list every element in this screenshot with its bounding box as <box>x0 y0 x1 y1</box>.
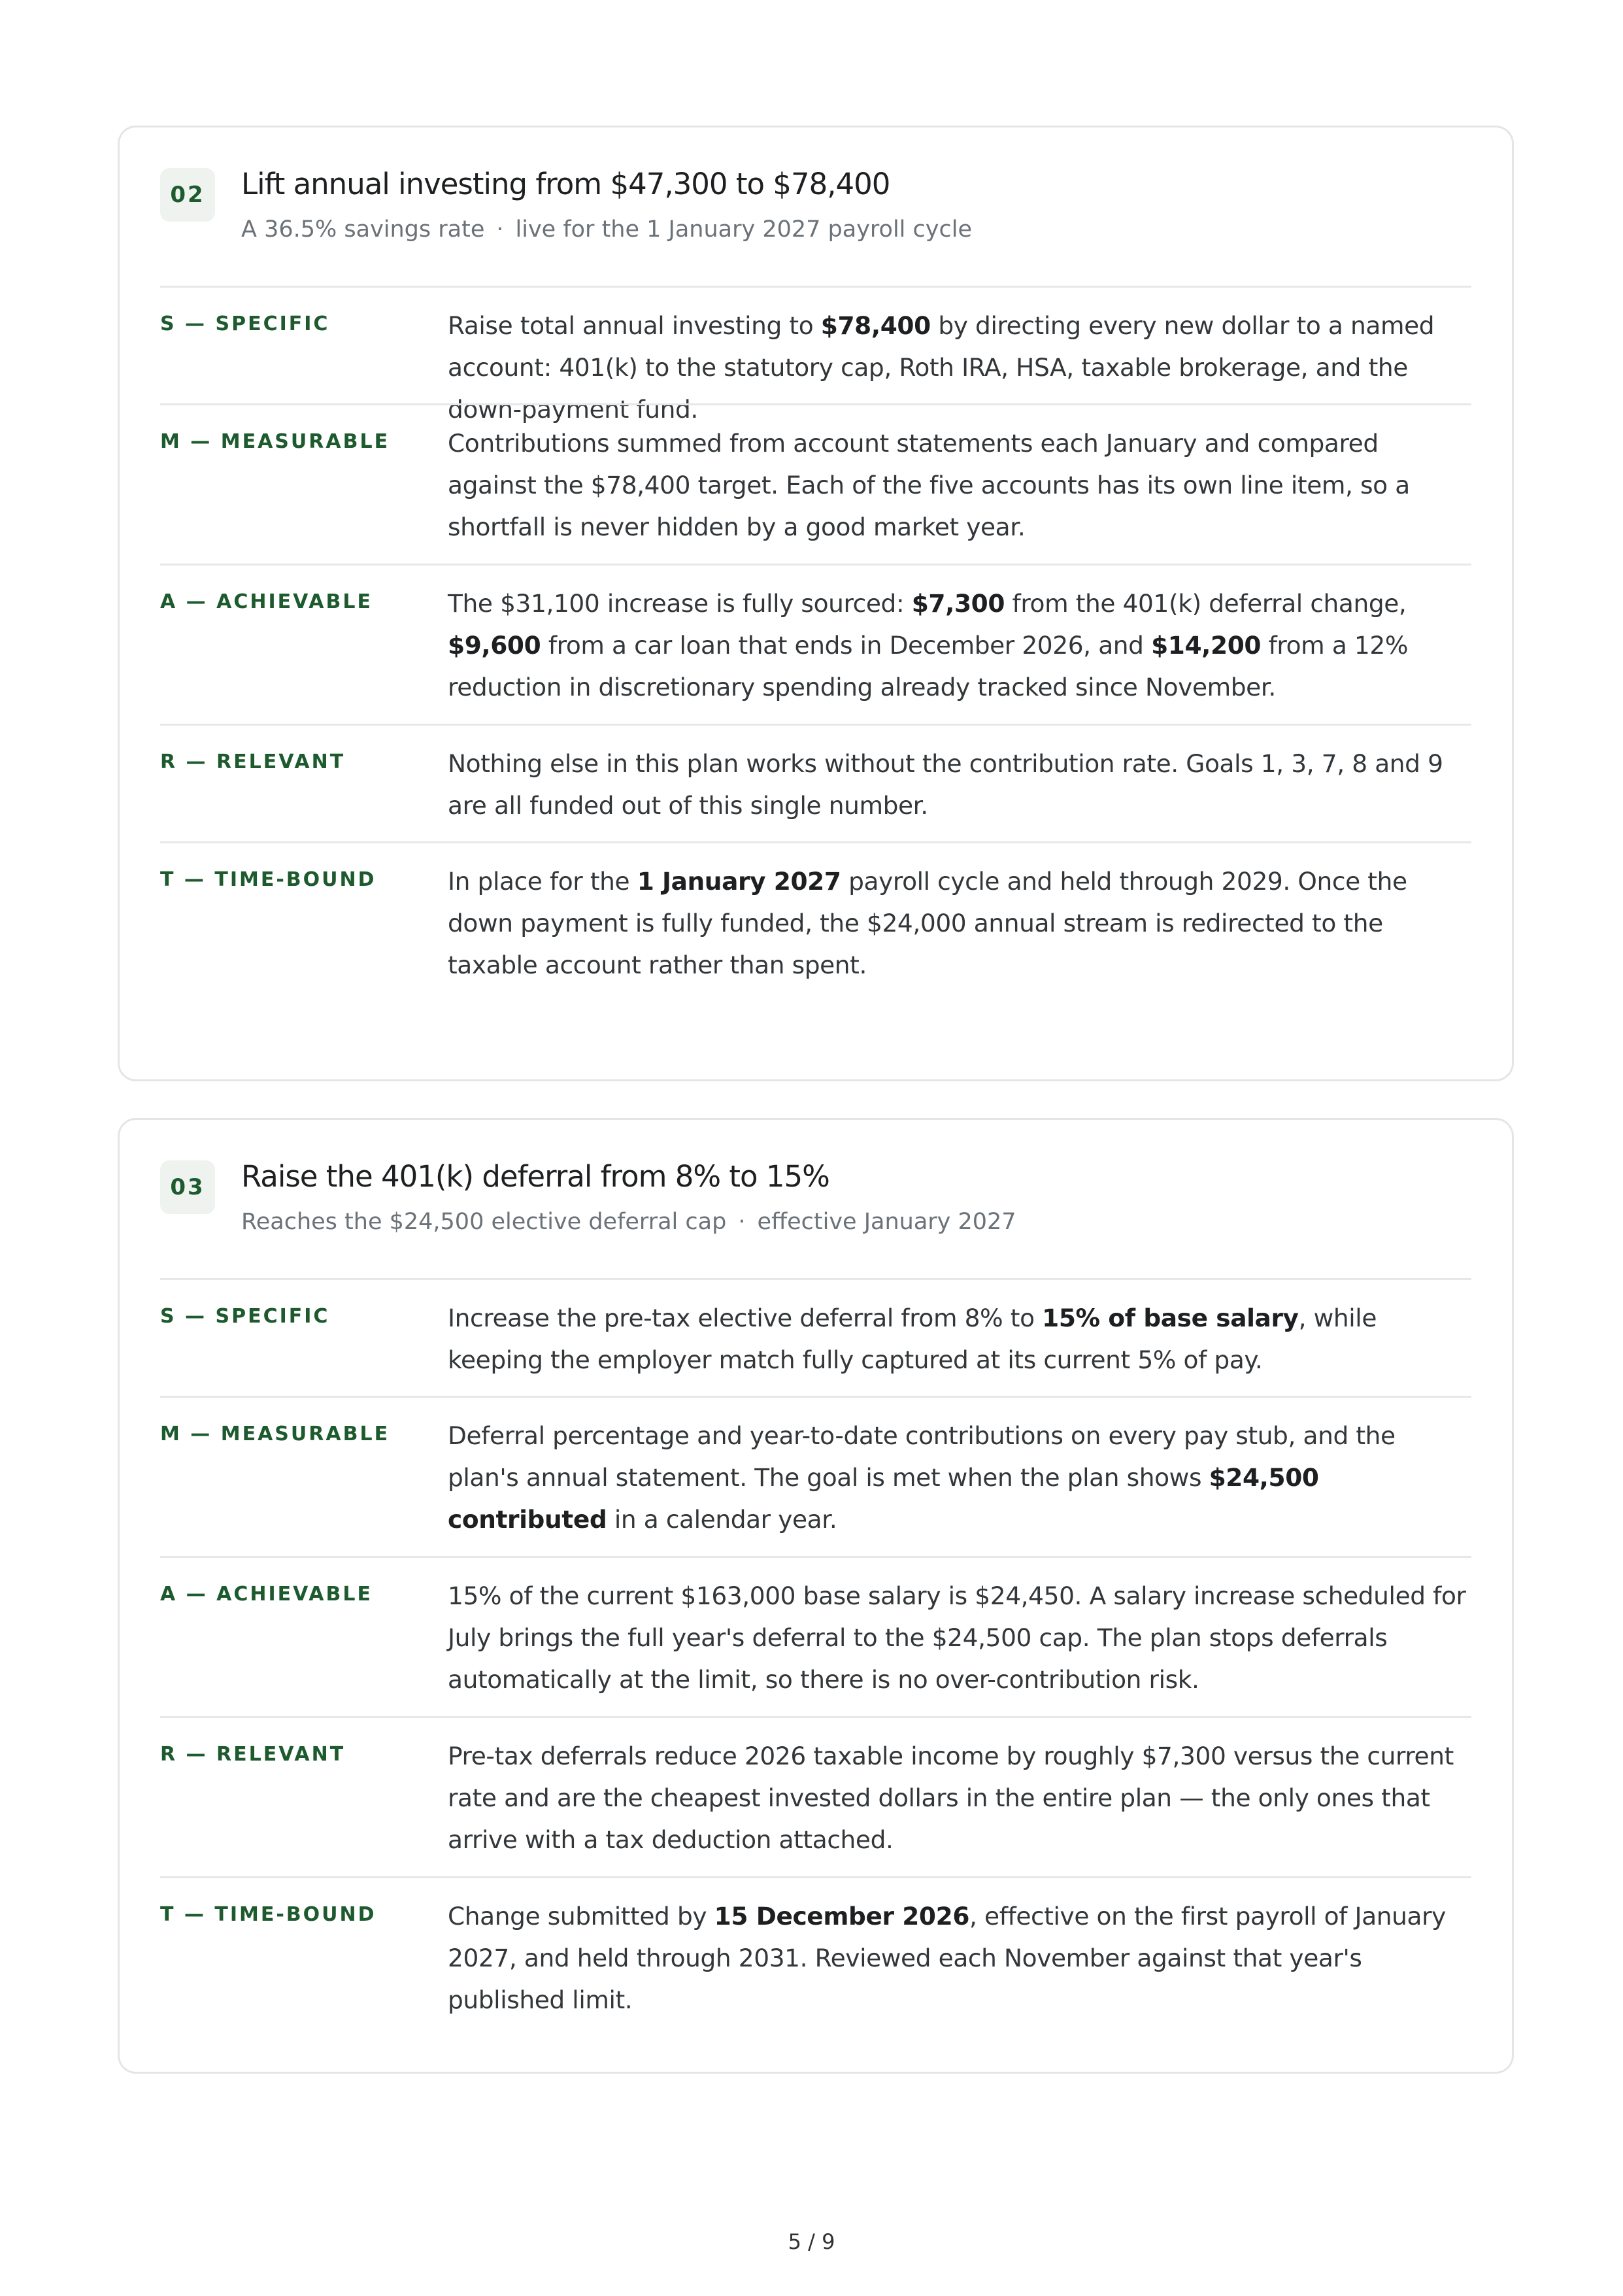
criterion-text: Pre-tax deferrals reduce 2026 taxable income by roughly $7,300 versus the current rate and are the cheapest invested dollars in the entire plan — the only ones that arrive with a tax deduction attached. <box>448 1742 1454 1854</box>
criterion-text: Change submitted by 15 December 2026, effective on the first payroll of January 2027, and held through 2031. Reviewed each November against that year's published limit. <box>448 1902 1446 2014</box>
goal-subtitle-b: effective January 2027 <box>757 1209 1016 1235</box>
criterion-measurable <box>160 403 1471 564</box>
criterion-label: R — RELEVANT <box>160 1743 346 1766</box>
criterion-text: The $31,100 increase is fully sourced: $7,300 from the 401(k) deferral change, $9,600 from a car loan that ends in December 2026, and $14,200 from a 12% reduction in discretionary spending already tracked since November. <box>448 589 1409 701</box>
criterion-text: Nothing else in this plan works without the contribution rate. Goals 1, 3, 7, 8 and 9 are all funded out of this single number. <box>448 749 1443 820</box>
criterion-achievable <box>160 1556 1471 1716</box>
goal-card-03 <box>118 1118 1514 2074</box>
goal-subtitle <box>241 216 972 243</box>
smart-criteria-list <box>160 1278 1471 2036</box>
criterion-text: Raise total annual investing to $78,400 by directing every new dollar to a named account: 401(k) to the statutory cap, Roth IRA, HSA, taxable brokerage, and the down-payment fund. <box>448 311 1435 424</box>
goal-subtitle-a: Reaches the $24,500 elective deferral cap <box>241 1209 727 1235</box>
criterion-label: M — MEASURABLE <box>160 1423 390 1445</box>
criterion-label: T — TIME-BOUND <box>160 1903 376 1926</box>
criterion-label: T — TIME-BOUND <box>160 868 376 891</box>
criterion-label: R — RELEVANT <box>160 751 346 773</box>
smart-criteria-list <box>160 286 1471 1002</box>
criterion-label: M — MEASURABLE <box>160 430 390 453</box>
criterion-label: S — SPECIFIC <box>160 1305 330 1328</box>
criterion-time-bound <box>160 1876 1471 2036</box>
goal-subtitle-a: A 36.5% savings rate <box>241 216 485 243</box>
page-number: 5 / 9 <box>788 2229 835 2254</box>
criterion-time-bound <box>160 841 1471 1002</box>
criterion-text: In place for the 1 January 2027 payroll cycle and held through 2029. Once the down payment is fully funded, the $24,000 annual stream is redirected to the taxable account rather than spent. <box>448 867 1407 979</box>
goal-number-badge: 03 <box>160 1160 215 1214</box>
goal-subtitle <box>241 1209 1016 1235</box>
goal-card-02 <box>118 126 1514 1081</box>
criterion-label: A — ACHIEVABLE <box>160 1583 373 1606</box>
subtitle-separator: · <box>496 216 504 243</box>
goal-title: Raise the 401(k) deferral from 8% to 15% <box>241 1159 829 1194</box>
criterion-relevant <box>160 724 1471 841</box>
criterion-text: Contributions summed from account statements each January and compared against the $78,400 target. Each of the five accounts has its own line item, so a shortfall is never hidden by a good market year. <box>448 429 1410 541</box>
criterion-specific <box>160 1278 1471 1396</box>
subtitle-separator: · <box>738 1209 746 1235</box>
criterion-text: Deferral percentage and year-to-date contributions on every pay stub, and the plan's annual statement. The goal is met when the plan shows $24,500 contributed in a calendar year. <box>448 1421 1396 1534</box>
criterion-relevant <box>160 1716 1471 1876</box>
criterion-label: A — ACHIEVABLE <box>160 590 373 613</box>
criterion-text: Increase the pre-tax elective deferral from 8% to 15% of base salary, while keeping the employer match fully captured at its current 5% of pay. <box>448 1304 1377 1374</box>
goal-title: Lift annual investing from $47,300 to $78,400 <box>241 167 890 201</box>
criterion-specific <box>160 286 1471 424</box>
criterion-measurable <box>160 1396 1471 1556</box>
goal-subtitle-b: live for the 1 January 2027 payroll cycle <box>515 216 972 243</box>
goal-number-badge: 02 <box>160 168 215 222</box>
criterion-achievable <box>160 564 1471 724</box>
criterion-label: S — SPECIFIC <box>160 312 330 335</box>
criterion-text: 15% of the current $163,000 base salary is $24,450. A salary increase scheduled for July brings the full year's deferral to the $24,500 cap. The plan stops deferrals automatically at the limit, so there is no over-contribution risk. <box>448 1581 1466 1694</box>
